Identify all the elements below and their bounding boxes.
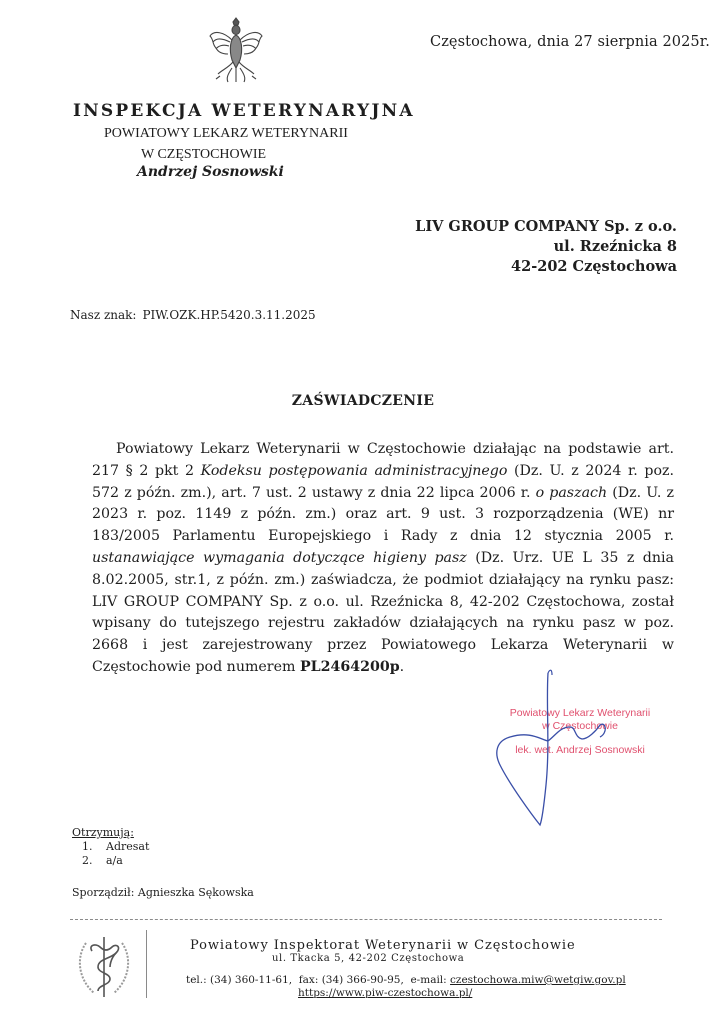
institution-name: INSPEKCJA WETERYNARYJNA [73,101,415,121]
body-italic-code: Kodeksu postępowania administracyjnego [200,462,508,479]
document-title [0,393,721,409]
footer-address: ul. Tkacka 5, 42-202 Częstochowa [272,953,465,964]
footer-institution-name: Powiatowy Inspektorat Weterynarii w Częstochowie [190,938,576,953]
addressee-city: 42-202 Częstochowa [511,258,677,275]
body-text: (Dz. U. z 2023 r. poz. 1149 z późn. zm.) oraz art. 9 ust. 3 rozporządzenia (WE) nr 183/2005 Parlamentu Europejskiego i Rady z dnia 12 stycznia 2005 r. [92,484,675,545]
reference-number [70,308,316,322]
recipient-item: 2. a/a [96,854,149,868]
recipients-header: Otrzymują: [72,826,134,839]
prepared-by: Sporządził: Agnieszka Sękowska [72,886,254,899]
addressee-street: ul. Rzeźnicka 8 [553,238,677,255]
reference-label: Nasz znak: [70,308,137,322]
handwritten-signature [470,665,630,835]
registration-number: PL2464200p [299,658,400,675]
footer-email-link[interactable]: czestochowa.miw@wetgiw.gov.pl [450,974,626,986]
certificate-body [92,439,674,679]
stamp-line-office: Powiatowy Lekarz Weterynarii [509,707,651,719]
footer-divider [70,919,662,920]
office-title: POWIATOWY LEKARZ WETERYNARII [104,126,348,141]
recipient-item: 1. Adresat [96,840,149,854]
body-italic-act: o paszach [535,484,608,501]
body-text: (Dz. Urz. UE L 35 z dnia 8.02.2005, str.1, z późn. zm.) zaświadcza, że podmiot działający na rynku pasz: LIV GROUP COMPANY Sp. z o.o. ul. Rzeźnicka 8, 42-202 Częstochowa, został wpisany do tutejszego rejestru zakładów działających na rynku pasz w poz. 2668 i jest zarejestrowany przez Powiatowego Lekarza Weterynarii w Częstochowie pod numerem [92,549,675,675]
body-italic-regulation: ustanawiające wymagania dotyczące higieny pasz [92,549,467,566]
addressee-company: LIV GROUP COMPANY Sp. z o.o. [415,218,677,235]
place-and-date: Częstochowa, dnia 27 sierpnia 2025r. [430,34,710,50]
reference-value: PIW.OZK.HP.5420.3.11.2025 [142,308,316,322]
office-location: W CZĘSTOCHOWIE [141,147,267,162]
recipients-list [72,826,149,868]
caduceus-laurel-logo [74,933,134,1001]
body-text: Powiatowy Lekarz Weterynarii w Częstochowie działając na podstawie art. 217 § 2 pkt 2 [92,441,674,479]
body-text: . [399,658,405,675]
officer-name: Andrzej Sosnowski [137,164,284,180]
stamp-line-officer: lek. wet. Andrzej Sosnowski [515,744,645,756]
footer-phone-fax: tel.: (34) 360-11-61, fax: (34) 366-90-95, e-mail: [186,974,451,986]
document-title-text: ZAŚWIADCZENIE [291,393,435,409]
stamp-line-location: w Częstochowie [542,720,618,732]
footer-separator [146,930,147,998]
footer-contact [186,974,626,986]
polish-eagle-emblem [205,16,267,88]
footer-website-link[interactable]: https://www.piw-czestochowa.pl/ [298,987,473,999]
body-text: (Dz. U. z 2024 r. poz. 572 z późn. zm.), art. 7 ust. 2 ustawy z dnia 22 lipca 2006 r. [92,462,674,501]
